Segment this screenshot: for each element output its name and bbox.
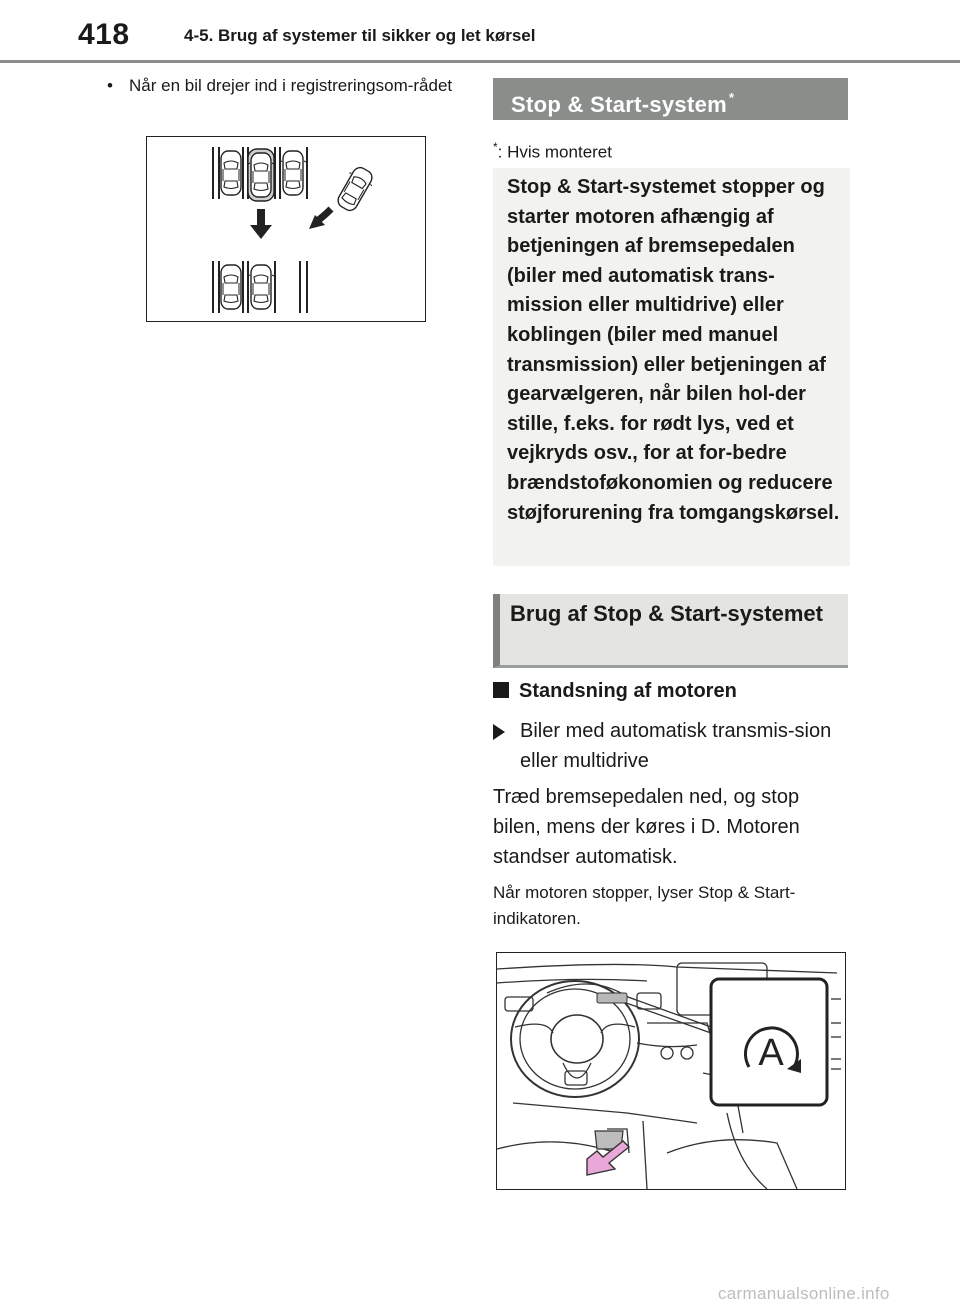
- bullet-text: Når en bil drejer ind i registreringsom-rådet: [129, 76, 453, 95]
- section-title-bar: [493, 78, 848, 120]
- indicator-letter: A: [758, 1032, 784, 1074]
- subheading-text: Standsning af motoren: [519, 680, 737, 702]
- arrow-icon: [309, 209, 331, 229]
- dashboard-illustration: [496, 952, 846, 1190]
- footnote-mark: *: [493, 140, 498, 154]
- parked-car-icon: [218, 265, 244, 309]
- parking-diagram: [147, 137, 425, 321]
- dashboard-diagram: [497, 953, 845, 1189]
- triangle-bullet-icon: [493, 724, 505, 740]
- parked-car-icon: [248, 149, 274, 201]
- parked-car-icon: [218, 151, 244, 195]
- footnote: [493, 140, 612, 163]
- footnote-text: : Hvis monteret: [497, 142, 612, 162]
- parking-illustration: [146, 136, 426, 322]
- parked-car-icon: [280, 151, 306, 195]
- triangle-item-text: Biler med automatisk transmis-sion eller multidrive: [520, 720, 832, 772]
- bullet-mark: •: [107, 76, 113, 95]
- page-number: 418: [78, 18, 130, 51]
- bullet-item: [107, 76, 470, 96]
- square-bullet-icon: [493, 682, 509, 698]
- watermark: carmanualsonline.info: [718, 1284, 890, 1303]
- triangle-item: [493, 716, 833, 776]
- title-footnote-mark: *: [728, 90, 735, 105]
- section-title-text: Stop & Start-system: [511, 92, 727, 117]
- parked-car-icon: [248, 265, 274, 309]
- stop-start-indicator-icon: [711, 979, 827, 1105]
- header-divider: [0, 60, 960, 63]
- page-header: [0, 0, 960, 62]
- arrow-icon: [250, 209, 272, 239]
- section-title: 4-5. Brug af systemer til sikker og let kørsel: [184, 26, 536, 45]
- subheading: [493, 680, 737, 703]
- summary-box: [493, 168, 850, 566]
- summary-text: Stop & Start-systemet stopper og starter motoren afhængig af betjeningen af bremsepedalen (biler med automatisk trans-mission eller multidrive) eller koblingen (biler med manuel transmission) eller betjeningen af gearvælgeren, når bilen hol-der stille, f.eks. for rødt lys, ved et vejkryds osv., for at for-bedre brændstoføkonomien og reducere støjforurening fra tomgangskørsel.: [507, 176, 840, 524]
- subsection-title: Brug af Stop & Start-systemet: [510, 601, 823, 626]
- turning-car-icon: [333, 163, 378, 214]
- note-paragraph: Når motoren stopper, lyser Stop & Start-indikatoren.: [493, 883, 796, 928]
- instruction-paragraph: Træd bremsepedalen ned, og stop bilen, mens der køres i D. Motoren standser automatisk.: [493, 786, 800, 868]
- subsection-title-bar: [493, 594, 848, 668]
